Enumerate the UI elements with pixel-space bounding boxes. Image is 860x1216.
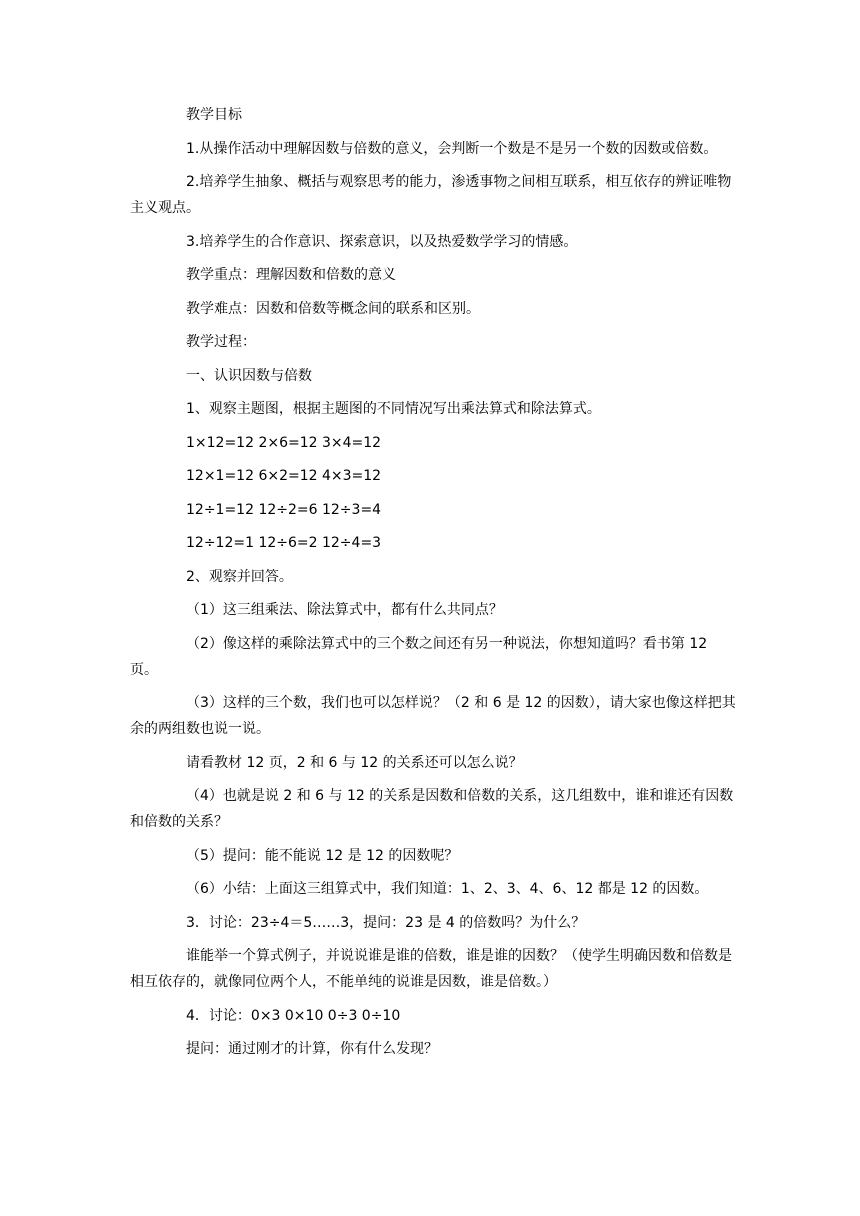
equation-row-2: 12×1=12 6×2=12 4×3=12: [186, 468, 382, 484]
key-point: 教学重点：理解因数和倍数的意义: [186, 267, 396, 283]
document-body: [130, 102, 736, 1070]
section-heading-process: 教学过程：: [186, 334, 256, 350]
objective-3: 3.培养学生的合作意识、探索意识，以及热爱数学学习的情感。: [186, 233, 578, 250]
discussion-3: 3．讨论：23÷4＝5……3，提问：23 是 4 的倍数吗？为什么？: [186, 914, 586, 931]
equation-row-4: 12÷12=1 12÷6=2 12÷4=3: [186, 535, 382, 551]
step-2: 2、观察并回答。: [186, 568, 293, 585]
question-1: （1）这三组乘法、除法算式中，都有什么共同点？: [186, 602, 503, 618]
textbook-prompt: 请看教材 12 页，2 和 6 与 12 的关系还可以怎么说？: [186, 754, 523, 771]
part-heading-1: 一、认识因数与倍数: [186, 367, 312, 384]
step-1: 1、观察主题图，根据主题图的不同情况写出乘法算式和除法算式。: [186, 401, 601, 417]
question-2: （2）像这样的乘除法算式中的三个数之间还有另一种说法，你想知道吗？看书第 12 页。: [130, 635, 708, 678]
objective-2: 2.培养学生抽象、概括与观察思考的能力，渗透事物之间相互联系，相互依存的辨证唯物主义观点。: [130, 174, 732, 216]
question-5: （5）提问：能不能说 12 是 12 的因数呢？: [186, 847, 459, 864]
section-heading-objectives: 教学目标: [186, 107, 242, 123]
equation-row-1: 1×12=12 2×6=12 3×4=12: [186, 434, 382, 451]
summary-6: （6）小结：上面这三组算式中，我们知道：1、2、3、4、6、12 都是 12 的因数。: [186, 881, 709, 897]
discovery-question: 提问：通过刚才的计算，你有什么发现？: [186, 1041, 438, 1057]
objective-1: 1.从操作活动中理解因数与倍数的意义，会判断一个数是不是另一个数的因数或倍数。: [186, 140, 718, 157]
equation-row-3: 12÷1=12 12÷2=6 12÷3=4: [186, 501, 382, 518]
example-prompt: 谁能举一个算式例子，并说说谁是谁的倍数，谁是谁的因数？（使学生明确因数和倍数是相互依存的，就像同位两个人，不能单纯的说谁是因数，谁是倍数。）: [130, 948, 732, 990]
question-4: （4）也就是说 2 和 6 与 12 的关系是因数和倍数的关系，这几组数中，谁和谁还有因数和倍数的关系？: [130, 788, 734, 830]
difficult-point: 教学难点：因数和倍数等概念间的联系和区别。: [186, 300, 480, 317]
question-3: （3）这样的三个数，我们也可以怎样说？（2 和 6 是 12 的因数），请大家也像这样把其余的两组数也说一说。: [130, 695, 736, 737]
discussion-4: 4．讨论：0×3 0×10 0÷3 0÷10: [186, 1007, 401, 1024]
